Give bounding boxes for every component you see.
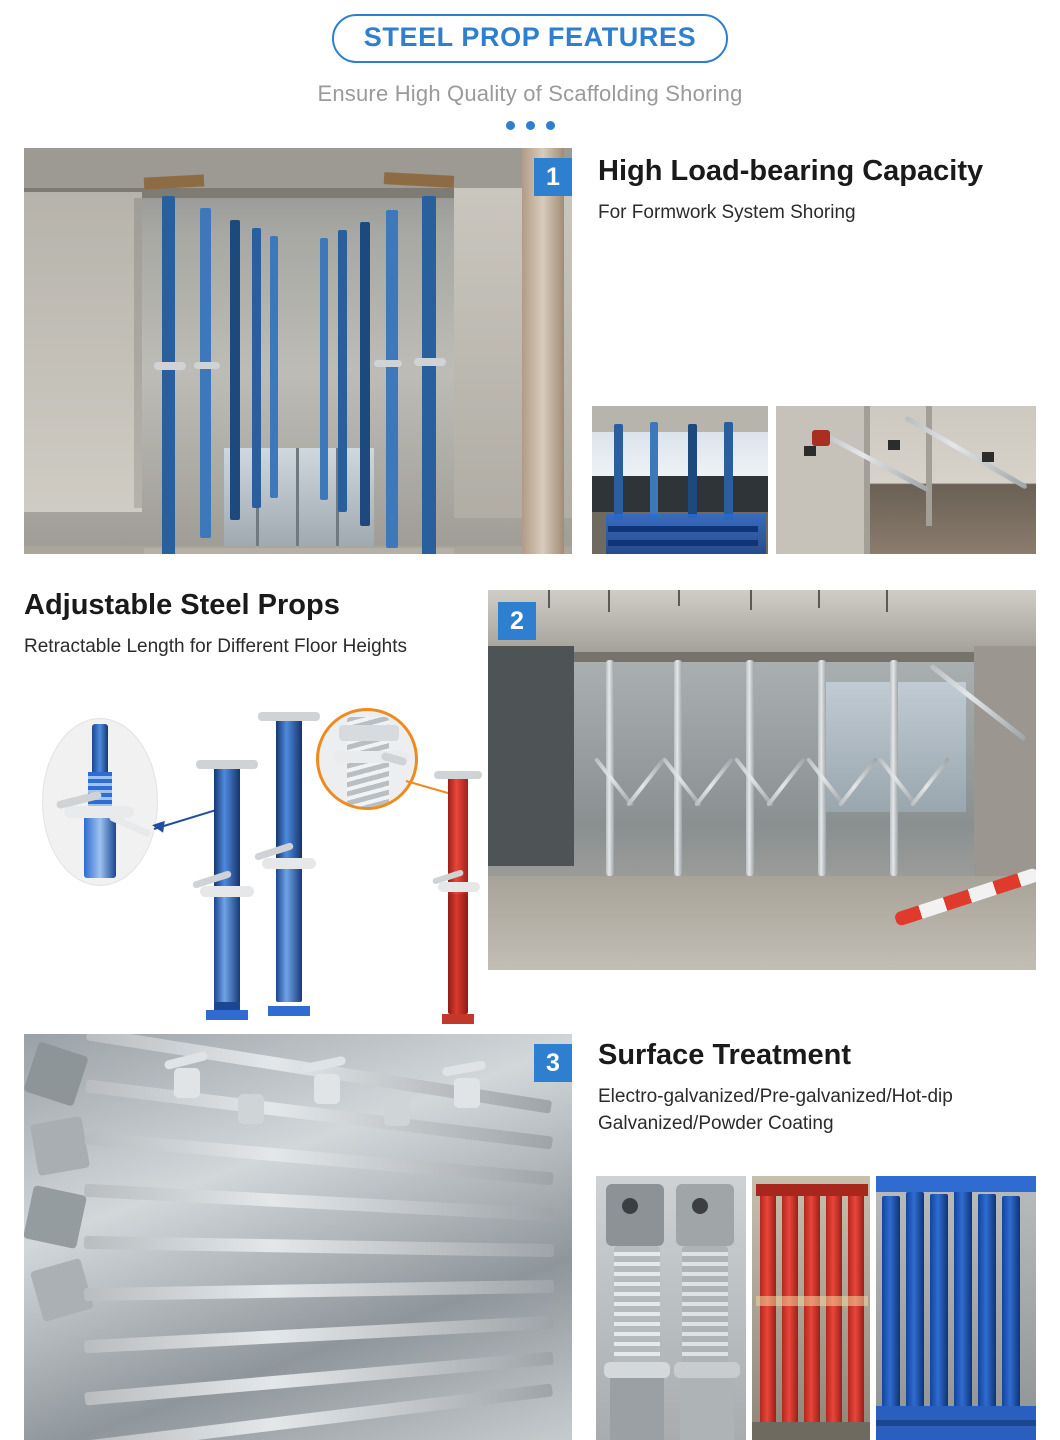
photo-blue-painted-props-stack — [876, 1176, 1036, 1440]
section-adjustable-props — [0, 580, 1060, 1000]
page-title: STEEL PROP FEATURES — [332, 14, 728, 63]
section-number-badge: 1 — [534, 158, 572, 196]
section-1-subtitle: For Formwork System Shoring — [598, 201, 856, 223]
prop-parts-diagram — [24, 676, 484, 992]
section-3-text — [598, 1040, 1048, 1138]
photo-galvanized-props-under-concrete-slab — [488, 590, 1036, 970]
section-1-text — [598, 156, 1038, 227]
photo-stacked-galvanized-props — [24, 1034, 572, 1440]
blue-prop-short — [214, 766, 240, 1016]
blue-prop-tall — [276, 718, 302, 1016]
section-3-title: Surface Treatment — [598, 1039, 852, 1071]
section-load-bearing — [0, 148, 1060, 560]
photo-red-painted-props-stack — [752, 1176, 870, 1440]
photo-galvanized-prop-base-plates — [596, 1176, 746, 1440]
thread-detail — [316, 708, 418, 810]
dot-2 — [526, 121, 535, 130]
dot-1 — [506, 121, 515, 130]
page-header — [0, 0, 1060, 130]
section-number-badge: 2 — [498, 602, 536, 640]
photo-blue-steel-props-in-corridor — [24, 148, 572, 554]
section-3-subtitle: Electro-galvanized/Pre-galvanized/Hot-dip Galvanized/Powder Coating — [598, 1085, 953, 1134]
red-prop — [448, 776, 468, 1028]
section-2-text — [24, 590, 484, 661]
page-subtitle: Ensure High Quality of Scaffolding Shoring — [317, 81, 743, 106]
dot-3 — [546, 121, 555, 130]
decorative-dots — [0, 121, 1060, 130]
section-surface-treatment — [0, 1022, 1060, 1440]
photo-blue-props-supporting-slab — [592, 406, 768, 554]
photo-push-pull-props-against-wall — [776, 406, 1036, 554]
section-2-title: Adjustable Steel Props — [24, 589, 340, 621]
section-2-subtitle: Retractable Length for Different Floor Heights — [24, 635, 408, 657]
section-number-badge: 3 — [534, 1044, 572, 1082]
section-1-title: High Load-bearing Capacity — [598, 155, 984, 187]
